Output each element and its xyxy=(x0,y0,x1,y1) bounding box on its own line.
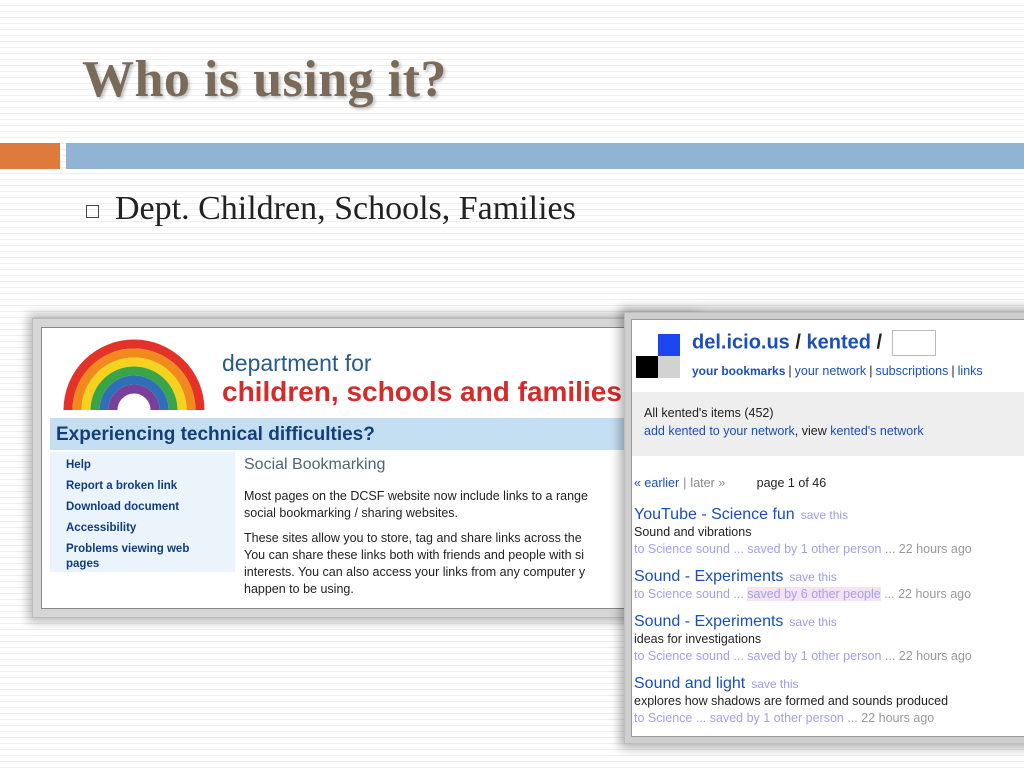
bookmark-title-link[interactable]: Sound - Experiments xyxy=(634,613,784,630)
content-heading: Social Bookmarking xyxy=(244,456,386,473)
bookmark-item xyxy=(634,568,1024,603)
bookmark-title-link[interactable]: Sound - Experiments xyxy=(634,568,784,585)
bookmark-saved-by[interactable]: saved by 1 other person xyxy=(709,711,844,725)
bookmark-meta xyxy=(634,648,1024,665)
square-bullet-icon xyxy=(86,205,99,218)
save-this-link[interactable]: save this xyxy=(789,615,837,629)
bookmark-title-link[interactable]: YouTube - Science fun xyxy=(634,506,795,523)
delicious-screenshot xyxy=(624,312,1024,744)
pager: « earlier | later » page 1 of 46 xyxy=(634,476,827,490)
bullet-text: Dept. Children, Schools, Families xyxy=(115,190,576,227)
bookmark-meta xyxy=(634,586,1024,603)
view-text: , view xyxy=(794,424,831,438)
nav-your-network[interactable]: your network xyxy=(794,364,867,378)
tech-difficulties-bar xyxy=(50,418,684,450)
save-this-link[interactable]: save this xyxy=(751,677,799,691)
delicious-page xyxy=(631,319,1024,737)
later-link[interactable]: later » xyxy=(690,476,726,490)
nav-link-help[interactable]: Help xyxy=(66,459,91,471)
delicious-nav: your bookmarks | your network | subscriptions | links xyxy=(692,364,983,378)
rainbow-logo-icon xyxy=(62,338,206,410)
user-name-link[interactable]: kented xyxy=(806,331,871,354)
add-to-network-link[interactable]: add kented to your network xyxy=(644,424,795,438)
nav-link-accessibility[interactable]: Accessibility xyxy=(66,522,137,534)
nav-link-download-document[interactable]: Download document xyxy=(66,501,180,513)
bookmark-tags[interactable]: to Science ... xyxy=(634,711,707,725)
dcsf-screenshot xyxy=(32,318,694,618)
earlier-link[interactable]: « earlier xyxy=(634,476,680,490)
network-links xyxy=(644,424,924,438)
accent-bar-blue xyxy=(66,143,1024,169)
content-paragraph-2 xyxy=(244,530,685,598)
bookmark-description: ideas for investigations xyxy=(634,632,762,646)
page-indicator: page 1 of 46 xyxy=(756,476,827,490)
save-this-link[interactable]: save this xyxy=(789,570,837,584)
bookmark-item xyxy=(634,675,1024,727)
nav-links[interactable]: links xyxy=(957,364,983,378)
slide-title: Who is using it? xyxy=(82,51,447,108)
nav-link-problems-viewing[interactable]: Problems viewing web pages xyxy=(66,543,190,570)
dcsf-content xyxy=(244,456,685,606)
dcsf-page xyxy=(41,327,685,609)
para2-line2: You can share these links both with friends and people with si xyxy=(244,548,585,562)
save-this-link[interactable]: save this xyxy=(800,508,849,522)
delicious-logo-icon xyxy=(636,334,680,378)
bookmark-tags[interactable]: to Science sound ... xyxy=(634,542,744,556)
tech-difficulties-title: Experiencing technical difficulties? xyxy=(56,424,375,445)
bookmark-list xyxy=(634,506,1024,737)
bookmark-time: ... 22 hours ago xyxy=(884,649,972,663)
bookmark-time: ... 22 hours ago xyxy=(884,587,972,601)
para1-line2: social bookmarking / sharing websites. xyxy=(244,506,458,520)
bullet-item xyxy=(86,190,576,228)
items-count: All kented's items (452) xyxy=(644,406,774,420)
bookmark-meta xyxy=(634,710,1024,727)
bookmark-tags[interactable]: to Science sound ... xyxy=(634,587,744,601)
dept-for-text: department for xyxy=(222,350,372,376)
dcsf-left-nav xyxy=(50,452,235,572)
bookmark-saved-by[interactable]: saved by 1 other person xyxy=(747,542,882,556)
delicious-title: del.icio.us / kented / xyxy=(692,330,936,356)
accent-bar-orange xyxy=(0,143,60,169)
para2-line4: happen to be using. xyxy=(244,582,354,596)
user-info-panel xyxy=(632,392,1024,456)
bookmark-item xyxy=(634,506,1024,558)
nav-subscriptions[interactable]: subscriptions xyxy=(875,364,949,378)
para1-line1: Most pages on the DCSF website now include links to a range xyxy=(244,489,588,503)
bookmark-description: explores how shadows are formed and sounds produced xyxy=(634,694,949,708)
dept-name-text: children, schools and families xyxy=(222,376,622,407)
bookmark-item xyxy=(634,613,1024,665)
nav-your-bookmarks[interactable]: your bookmarks xyxy=(692,364,786,378)
site-name-link[interactable]: del.icio.us xyxy=(692,331,790,354)
bookmark-title-link[interactable]: Sound and light xyxy=(634,675,746,692)
bookmark-time: ... 22 hours ago xyxy=(847,711,935,725)
bookmark-description: Sound and vibrations xyxy=(634,525,752,539)
content-paragraph-1 xyxy=(244,488,685,522)
bookmark-time: ... 22 hours ago xyxy=(884,542,972,556)
bookmark-saved-by[interactable]: saved by 1 other person xyxy=(747,649,882,663)
bookmark-saved-by[interactable]: saved by 6 other people xyxy=(747,587,881,601)
para2-line1: These sites allow you to store, tag and share links across the xyxy=(244,531,582,545)
para2-line3: interests. You can also access your links from any computer y xyxy=(244,565,586,579)
nav-link-report-broken-link[interactable]: Report a broken link xyxy=(66,480,178,492)
bookmark-tags[interactable]: to Science sound ... xyxy=(634,649,744,663)
bookmark-meta xyxy=(634,541,1024,558)
tag-input[interactable] xyxy=(892,330,936,356)
view-network-link[interactable]: kented's network xyxy=(830,424,924,438)
